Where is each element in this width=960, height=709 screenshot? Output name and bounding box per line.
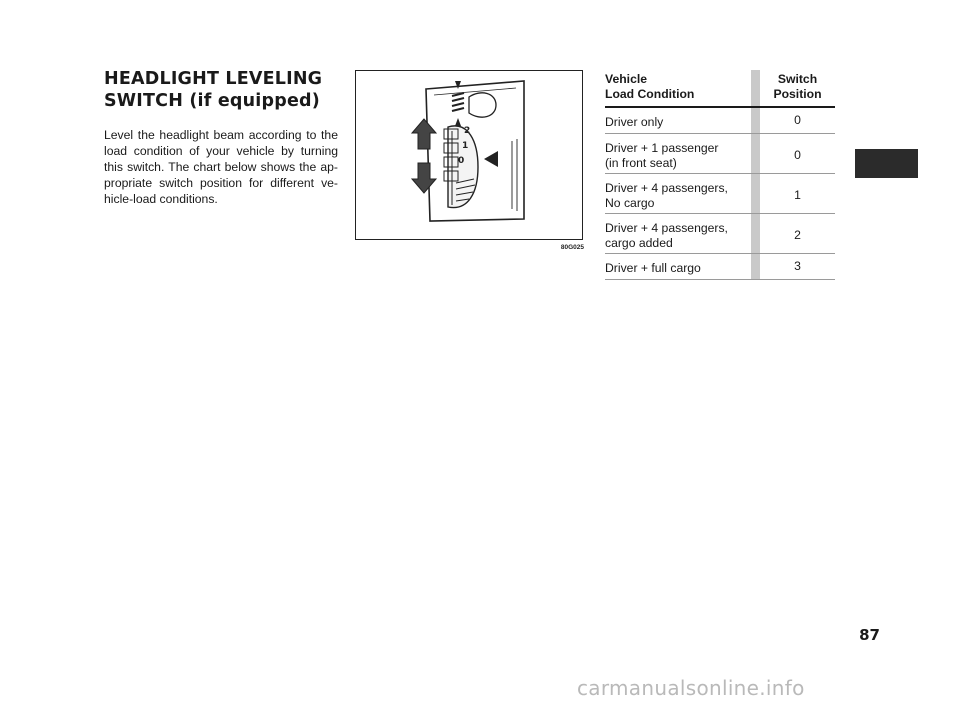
header-switch-position: Switch Position <box>773 72 822 101</box>
chapter-tab-marker <box>855 149 918 178</box>
table-row <box>605 108 835 134</box>
section-heading <box>104 68 344 112</box>
section-body-text: Level the headlight beam according to the load condition of your vehicle by turning this switch. The chart below shows the ap-propriate switch position for different ve-hicle-load conditions. <box>104 128 338 206</box>
load-condition-cell: Driver + 1 passenger (in front seat) <box>605 141 719 170</box>
load-condition-cell: Driver + 4 passengers, No cargo <box>605 181 728 210</box>
table-row <box>605 254 835 280</box>
beam-lines-icon <box>452 93 464 111</box>
switch-position-cell: 3 <box>794 259 801 273</box>
watermark-text: carmanualsonline.info <box>577 676 805 700</box>
load-condition-cell: Driver only <box>605 115 664 129</box>
table-header <box>605 70 835 108</box>
arrow-down-icon <box>412 163 436 193</box>
headlight-icon <box>469 93 496 117</box>
table-row <box>605 174 835 214</box>
table-row <box>605 134 835 174</box>
switch-position-cell: 2 <box>794 227 801 242</box>
load-condition-table <box>605 70 835 280</box>
table-row <box>605 214 835 254</box>
dial-label-0: 0 <box>458 156 465 166</box>
figure-code: 80G025 <box>560 244 584 251</box>
header-vehicle-load-condition: Vehicle Load Condition <box>605 72 695 101</box>
load-condition-cell: Driver + full cargo <box>605 261 701 275</box>
switch-position-cell: 1 <box>794 187 801 202</box>
arrow-up-icon <box>412 119 436 149</box>
headlight-switch-illustration <box>355 70 583 240</box>
switch-position-cell: 0 <box>794 113 801 127</box>
switch-drawing <box>356 71 582 239</box>
dial-label-2: 2 <box>464 126 471 136</box>
page-number: 87 <box>859 626 880 644</box>
heading-line-1: HEADLIGHT LEVELING <box>104 69 323 89</box>
dial-label-1: 1 <box>462 141 469 151</box>
switch-position-cell: 0 <box>794 147 801 162</box>
pointer-triangle-icon <box>484 151 498 167</box>
heading-line-2: SWITCH (if equipped) <box>104 91 320 111</box>
load-condition-cell: Driver + 4 passengers, cargo added <box>605 221 728 250</box>
